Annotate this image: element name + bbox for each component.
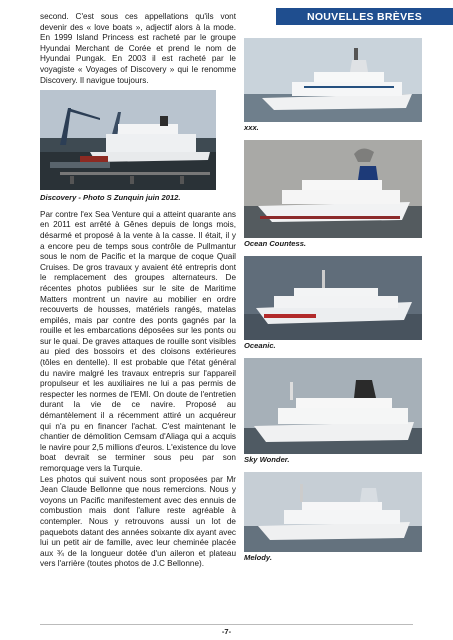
section-header-bar [276, 8, 453, 25]
right-column [244, 38, 422, 570]
ship-photo [244, 140, 422, 238]
photo-caption: Discovery - Photo S Zunquin juin 2012. [40, 193, 181, 203]
article-paragraph: second. C'est sous ces appellations qu'ils vont devenir des « love boats », adjectif alors à la mode. En 1999 Island Princess est racheté par le groupe Hyundai Merchant de Corée et prend le nom de Hyundai Pungak. En 2003 il est racheté par le voyagiste « Voyages of Discovery » qui le renomme Discovery. Il navigue toujours. [40, 12, 236, 85]
article-paragraph: Par contre l'ex Sea Venture qui a atteint quarante ans en 2011 est arrêté à Gênes depuis de longs mois, désarmé et proposé à la vente à la casse. Il était, il y a encore peu de temps sous contrôle de Pullmantur sous le nom de Pacific et la marque de coque Quail Cruises. De gros travaux y avaient été entrepris dont le remplacement des groupes alternateurs. De récentes photos publiées sur le site de Maritime Matters montrent un navire au mobilier en ordre recouverts de housses, matériels rangés, matelas empilés, mais par contre des ponts gagnés par la rouille et les embarcations déposées sur les ponts ou sur le quai. De graves attaques de rouille sont visibles au pied des bossoirs et des cloisons extérieures (tôles en dentelle). Il est probable que l'état général du navire malgré les travaux entrepris sur l'appareil propulseur et les auxiliaires ne lui a pas permis de respecter les normes de l'EMI. On doute de l'entretien durant la vie de ce navire. Proposé au démantèlement il a récemment attiré un acquéreur qui n'a pu en financer l'achat. C'est maintenant le chantier de démolition Cemsam d'Aliaga qui a acquis le navire pour 2,5 millions d'euros. L'existence du love boat devrait se terminer sous peu par son remorquage vers la Turquie. [40, 209, 236, 473]
photo-caption: xxx. [244, 123, 259, 132]
section-title: NOUVELLES BRÈVES [306, 10, 423, 23]
photo-caption: Ocean Countess. [244, 239, 307, 248]
footer-rule [40, 624, 413, 625]
photo-caption: Melody. [244, 553, 272, 562]
photo-caption: Oceanic. [244, 341, 276, 350]
page-number: -7- [221, 627, 232, 636]
photo-caption: Sky Wonder. [244, 455, 290, 464]
left-column [40, 12, 236, 570]
article-paragraph: Les photos qui suivent nous sont proposées par Mr Jean Claude Bellonne que nous remercions. Nous y voyons un Pacific manifestement avec des ennuis de combustion mais dont l'allure reste agréable à contempler. Nous y retrouvons aussi un lot de paquebots datant des années soixante dix ayant avec lui un petit air de famille, avec leur cheminée placée aux ¾ de la longueur dotée d'un aileron et plateau vers l'arrière (toutes photos de J.C Bellonne). [40, 474, 236, 569]
ship-photo [244, 256, 422, 340]
discovery-photo [40, 90, 216, 190]
ship-photo [244, 472, 422, 552]
ship-photo [244, 358, 422, 454]
ship-photo [244, 38, 422, 122]
